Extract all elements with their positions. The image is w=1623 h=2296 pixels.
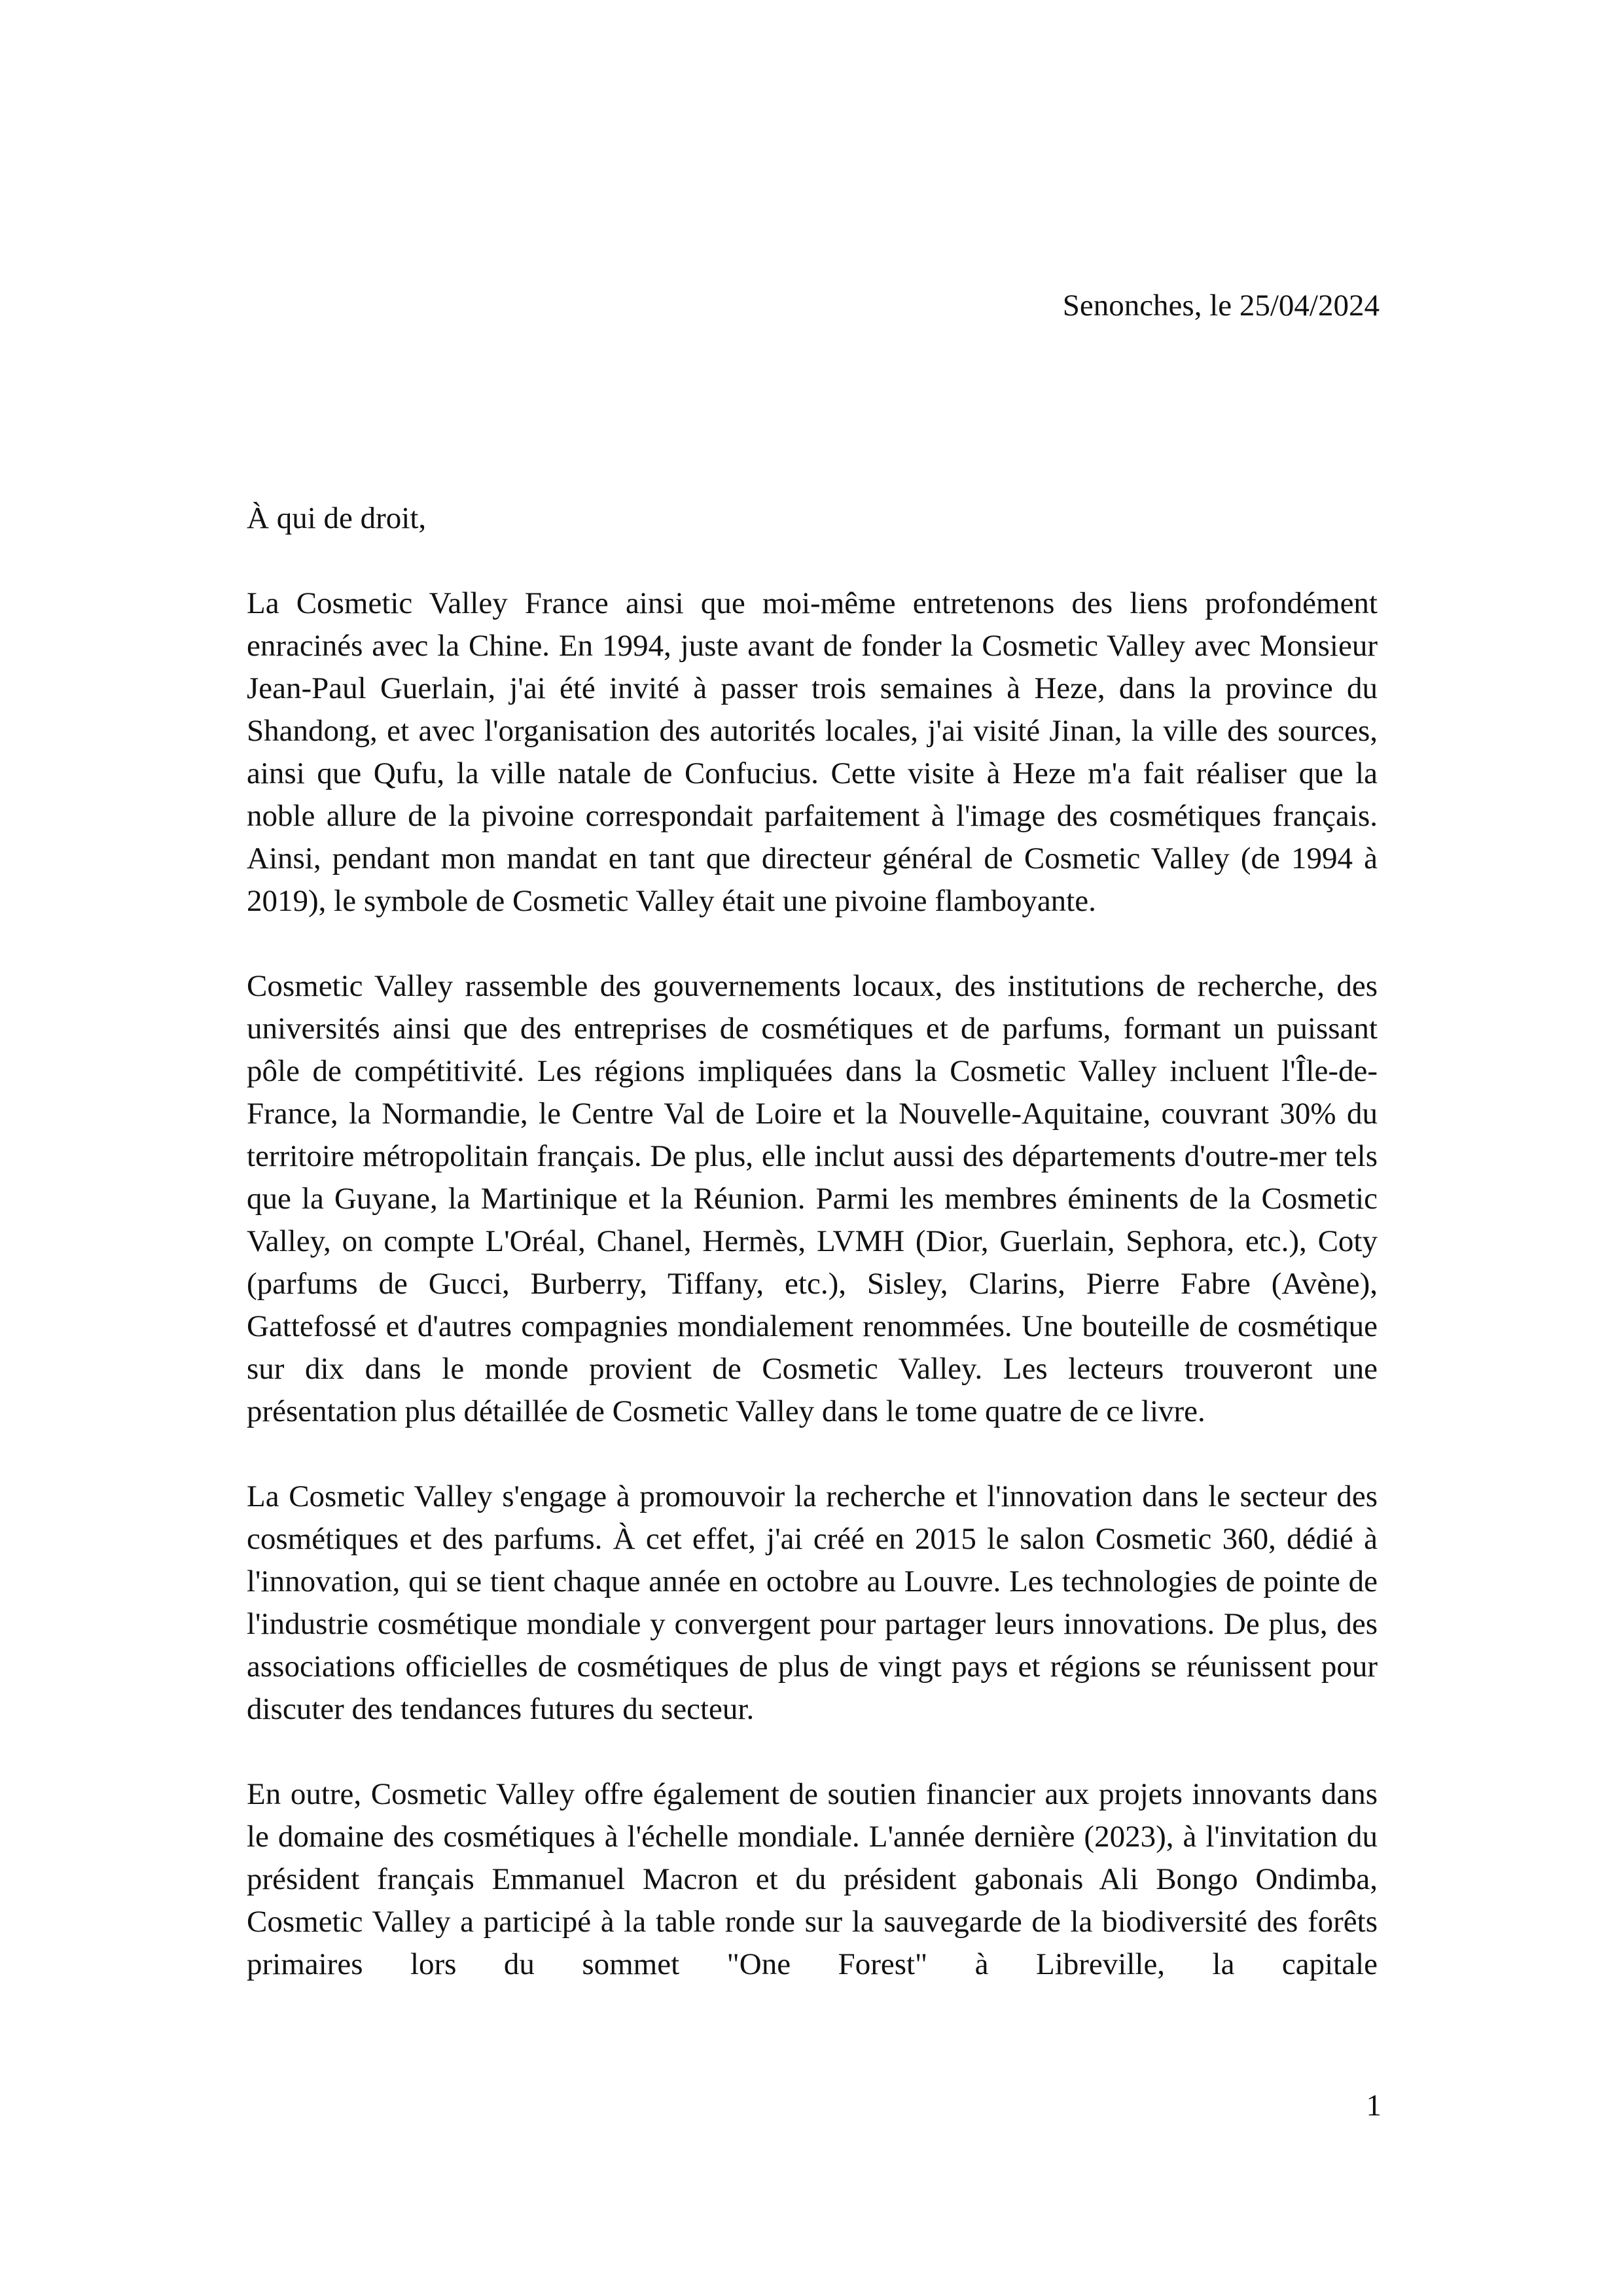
paragraph-innovation-cosmetic-360: La Cosmetic Valley s'engage à promouvoir la recherche et l'innovation dans le secteur des cosmétiques et des parfums. À cet effet, j'ai créé en 2015 le salon Cosmetic 360, dédié à l'innovation, qui se tient chaque année en octobre au Louvre. Les technologies de pointe de l'industrie cosmétique mondiale y convergent pour partager leurs innovations. De plus, des associations officielles de cosmétiques de plus de vingt pays et régions se réunissent pour discuter des tendances futures du secteur. xyxy=(247,1479,1378,1726)
salutation: À qui de droit, xyxy=(247,501,427,535)
paragraph-cluster-members: Cosmetic Valley rassemble des gouvernements locaux, des institutions de recherche, des universités ainsi que des entreprises de cosmétiques et de parfums, formant un puissant pôle de compétitivité. Les régions impliquées dans la Cosmetic Valley incluent l'Île-de-France, la Normandie, le Centre Val de Loire et la Nouvelle-Aquitaine, couvrant 30% du territoire métropolitain français. De plus, elle inclut aussi des départements d'outre-mer tels que la Guyane, la Martinique et la Réunion. Parmi les membres éminents de la Cosmetic Valley, on compte L'Oréal, Chanel, Hermès, LVMH (Dior, Guerlain, Sephora, etc.), Coty (parfums de Gucci, Burberry, Tiffany, etc.), Sisley, Clarins, Pierre Fabre (Avène), Gattefossé et d'autres compagnies mondialement renommées. Une bouteille de cosmétique sur dix dans le monde provient de Cosmetic Valley. Les lecteurs trouveront une présentation plus détaillée de Cosmetic Valley dans le tome quatre de ce livre. xyxy=(247,969,1378,1428)
paragraph-financial-support: En outre, Cosmetic Valley offre également de soutien financier aux projets innovants dans le domaine des cosmétiques à l'échelle mondiale. L'année dernière (2023), à l'invitation du président français Emmanuel Macron et du président gabonais Ali Bongo Ondimba, Cosmetic Valley a participé à la table ronde sur la sauvegarde de la biodiversité des forêts primaires lors du sommet "One Forest" à Libreville, la capitale xyxy=(247,1777,1378,1981)
place-and-date: Senonches, le 25/04/2024 xyxy=(1062,289,1380,323)
paragraph-china-ties: La Cosmetic Valley France ainsi que moi-même entretenons des liens profondément enracinés avec la Chine. En 1994, juste avant de fonder la Cosmetic Valley avec Monsieur Jean-Paul Guerlain, j'ai été invité à passer trois semaines à Heze, dans la province du Shandong, et avec l'organisation des autorités locales, j'ai visité Jinan, la ville des sources, ainsi que Qufu, la ville natale de Confucius. Cette visite à Heze m'a fait réaliser que la noble allure de la pivoine correspondait parfaitement à l'image des cosmétiques français. Ainsi, pendant mon mandat en tant que directeur général de Cosmetic Valley (de 1994 à 2019), le symbole de Cosmetic Valley était une pivoine flamboyante. xyxy=(247,586,1378,918)
letter-body xyxy=(247,582,1378,1986)
page-number: 1 xyxy=(1366,2089,1382,2123)
